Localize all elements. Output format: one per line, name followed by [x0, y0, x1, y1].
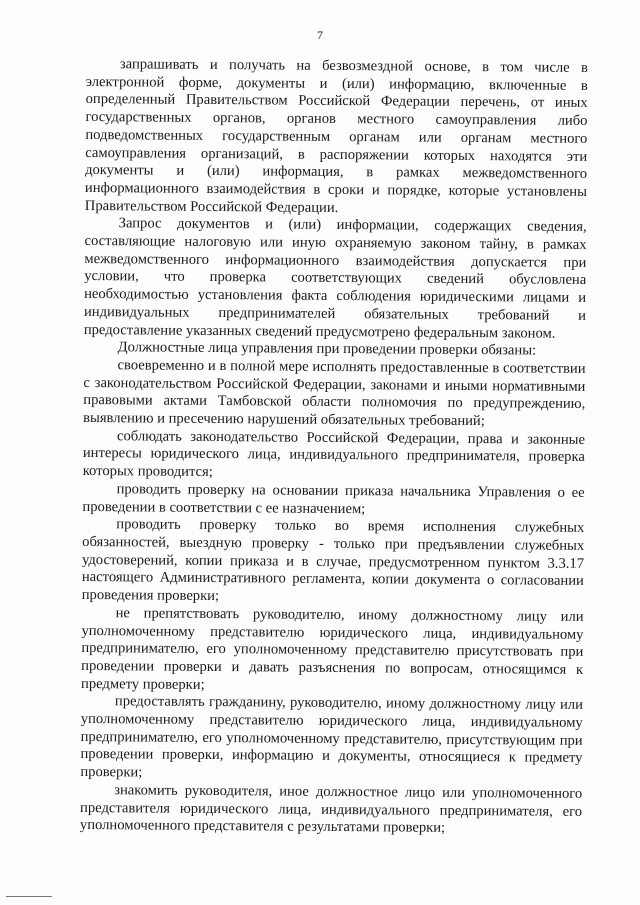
paragraph-obligation-provide-information: предоставлять гражданину, руководителю, иному должностному лицу или уполномоченному представителю юридического лица, индивидуальному предпринимателю, его уполномоченному представителю, присутствующим при проведении проверки, информацию и документы, относящиеся к предмету проверки;: [80, 693, 583, 781]
paragraph-obligations-heading: Должностные лица управления при проведении проверки обязаны:: [117, 339, 537, 359]
footer-line: [6, 896, 52, 897]
paragraph-obligation-acquaint-results: знакомить руководителя, иное должностное лицо или уполномоченного представителя юридического лица, индивидуального предпринимателя, его уполномоченного представителя с результатами проверки;: [79, 782, 583, 837]
paragraph-confidential-information: Запрос документов и (или) информации, содержащих сведения, составляющие налоговую или иную охраняемую законом тайну, в рамках межведомственного информационного взаимодействия допускается при условии, что проверка соответствующих сведений обусловлена необходимостью установления факта соблюдения юридическими лицами и индивидуальных предпринимателей обязательных требований и предоставление указанных сведений предусмотрено федеральным законом.: [83, 215, 587, 342]
paragraph-obligation-not-obstruct: не препятствовать руководителю, иному должностному лицу или уполномоченному представителю юридического лица, индивидуальному предпринимателю, его уполномоченному представителю присутствовать при проведении проверки и давать разъяснения по вопросам, относящимся к предмету проверки;: [81, 605, 584, 693]
paragraph-obligation-observe-law: соблюдать законодательство Российской Федерации, права и законные интересы юридического лица, индивидуального предпринимателя, проверка которых проводится;: [82, 428, 586, 481]
paragraph-request-information: запрашивать и получать на безвозмездной основе, в том числе в электронной форме, документы и (или) информацию, включенные в определенный Правительством Российской Федерации перечень, от иных государственных органов, органов местного самоуправления либо подведомственных государственным органам или органам местного самоуправления организаций, в распоряжении которых находятся эти документы и (или) информация, в рамках межведомственного информационного взаимодействия в сроки и порядке, которые установлены Правительством Российской Федерации.: [84, 56, 588, 216]
page-number: 7: [317, 28, 323, 42]
paragraph-obligation-order-basis: проводить проверку на основании приказа начальника Управления о ее проведении в соответствии с ее назначением;: [82, 481, 585, 517]
document-body: [80, 56, 588, 839]
paragraph-obligation-service-duties: проводить проверку только во время исполнения служебных обязанностей, выездную проверку - только при предъявлении служебных удостоверений, копии приказа и в случае, предусмотренном пунктом 3.3.17 настоящего Административного регламента, копии документа о согласовании проведения проверки;: [81, 516, 585, 605]
paragraph-obligation-timely-execution: своевременно и в полной мере исполнять предоставленные в соответствии с законодательством Российской Федерации, законами и иными нормативными правовыми актами Тамбовской области полномочия по предупреждению, выявлению и пресечению нарушений обязательных требований;: [83, 357, 586, 430]
